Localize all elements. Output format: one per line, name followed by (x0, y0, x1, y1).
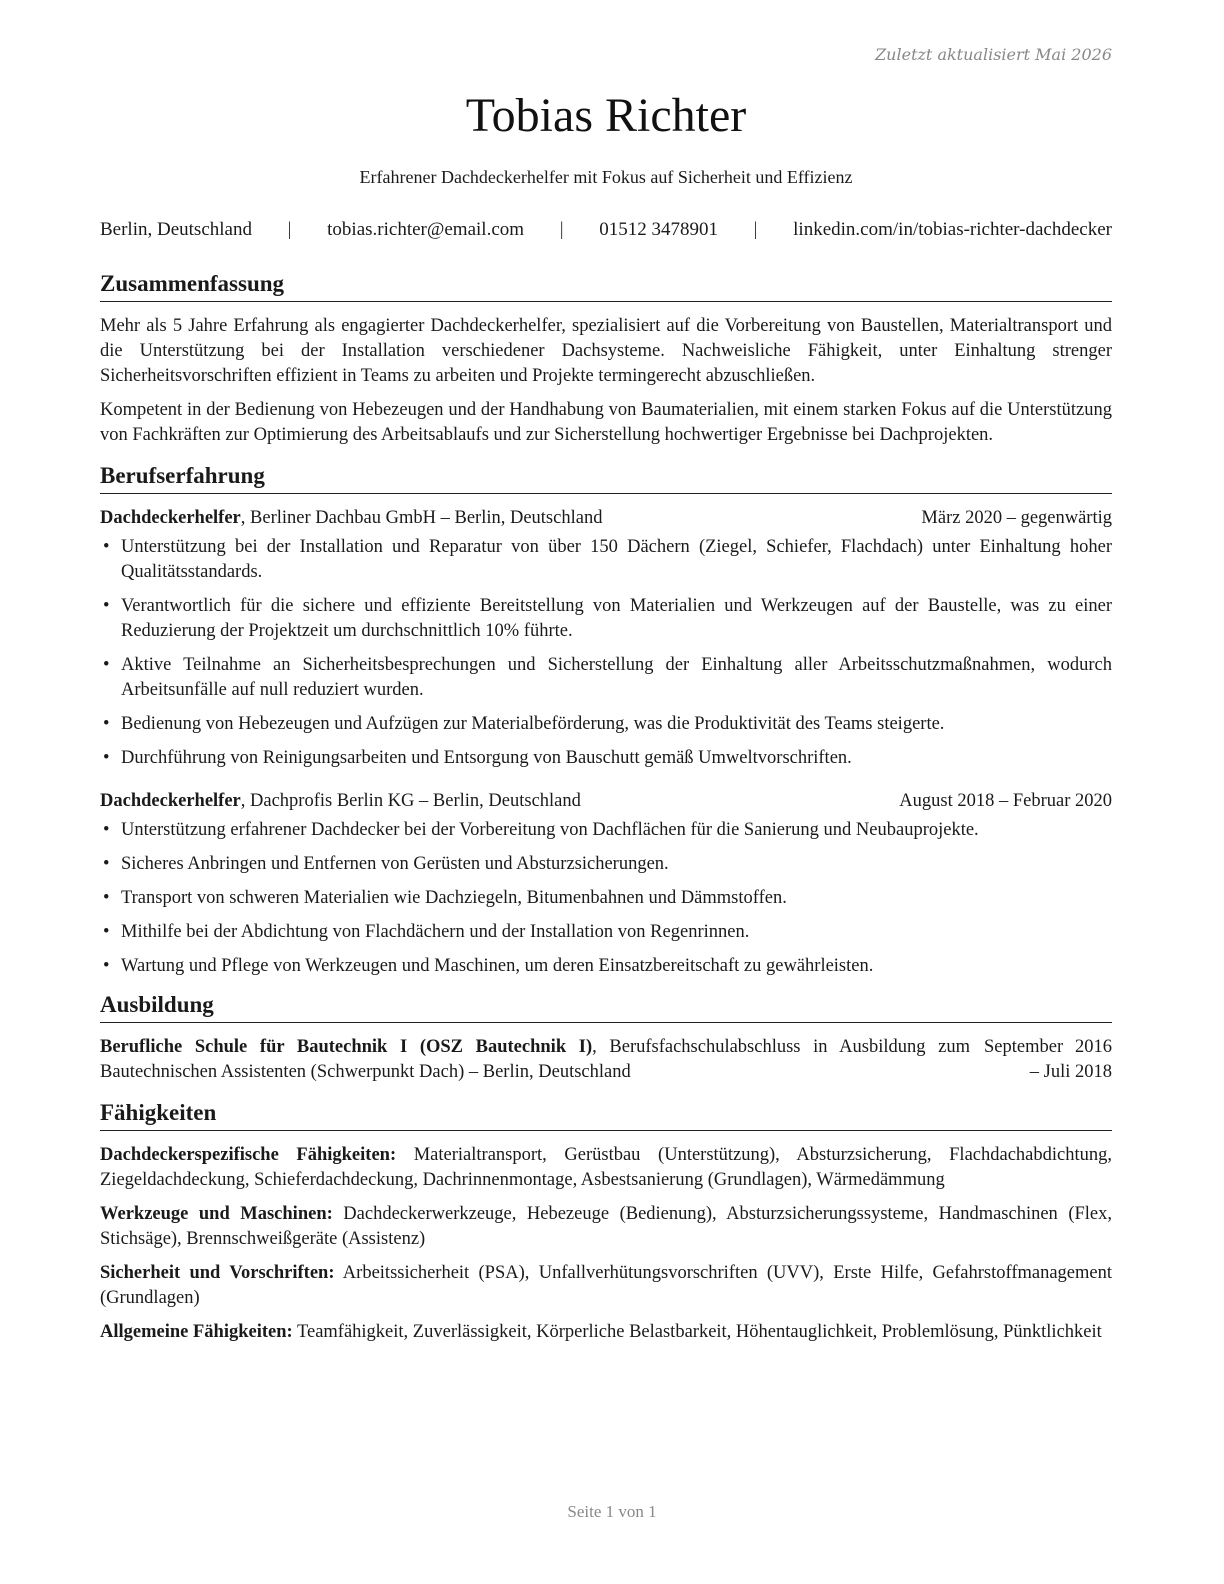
bullet-text: Aktive Teilnahme an Sicherheitsbesprechungen und Sicherstellung der Einhaltung aller Arbeitsschutzmaßnahmen, wodurch Arbeitsunfälle auf null reduziert wurden. (121, 655, 1112, 700)
bullet-text: Sicheres Anbringen und Entfernen von Gerüsten und Absturzsicherungen. (121, 854, 669, 874)
resume-body (100, 270, 1112, 1354)
job-title-line (100, 789, 872, 814)
skill-group (100, 1320, 1112, 1345)
contact-phone: 01512 3478901 (599, 219, 718, 240)
candidate-tagline: Erfahrener Dachdeckerhelfer mit Fokus auf Sicherheit und Effizienz (359, 167, 853, 187)
contact-linkedin[interactable]: linkedin.com/in/tobias-richter-dachdecker (793, 219, 1112, 240)
bullet-text: Unterstützung bei der Installation und Reparatur von über 150 Dächern (Ziegel, Schiefer, Flachdach) unter Einhaltung hoher Qualitätsstandards. (121, 537, 1112, 582)
summary-paragraph: Mehr als 5 Jahre Erfahrung als engagierter Dachdeckerhelfer, spezialisiert auf die Vorbereitung von Baustellen, Materialtransport und die Unterstützung bei der Installation verschiedener Dachsysteme. Nachweisliche Fähigkeit, unter Einhaltung strenger Sicherheitsvorschriften effizient in Teams zu arbeiten und Projekte termingerecht abzuschließen. (100, 316, 1112, 386)
bullet-text: Wartung und Pflege von Werkzeugen und Maschinen, um deren Einsatzbereitschaft zu gewährleisten. (121, 956, 874, 976)
job-header (100, 789, 1112, 814)
education-entry (100, 1035, 1112, 1085)
skill-text: Arbeitssicherheit (PSA), Unfallverhütungsvorschriften (UVV), Erste Hilfe, Gefahrstoffmanagement (Grundlagen) (100, 1263, 1112, 1308)
job-title-line (100, 506, 921, 531)
page-number: Seite 1 von 1 (567, 1502, 657, 1521)
job-dates: August 2018 – Februar 2020 (899, 791, 1112, 811)
education-details: , Berufsfachschulabschluss in Ausbildung zum Bautechnischen Assistenten (Schwerpunkt Dach) – Berlin, Deutschland (100, 1037, 970, 1082)
job-entry (100, 506, 1112, 771)
summary-paragraph: Kompetent in der Bedienung von Hebezeugen und der Handhabung von Baumaterialien, mit einem starken Fokus auf die Unterstützung von Fachkräften zur Optimierung des Arbeitsablaufs und zur Sicherstellung hochwertiger Ergebnisse bei Dachprojekten. (100, 400, 1112, 445)
skill-group (100, 1261, 1112, 1311)
bullet-text: Bedienung von Hebezeugen und Aufzügen zur Materialbeförderung, was die Produktivität des Teams steigerte. (121, 714, 945, 734)
job-role: Dachdeckerhelfer (100, 508, 241, 528)
contact-email[interactable]: tobias.richter@email.com (327, 219, 525, 240)
contact-line (100, 219, 1112, 241)
list-item (100, 818, 1112, 843)
contact-separator: | (287, 219, 292, 240)
education-school: Berufliche Schule für Bautechnik I (OSZ Bautechnik I) (100, 1037, 593, 1057)
bullet-icon: • (103, 888, 110, 908)
job-header (100, 506, 1112, 531)
section-title-education: Ausbildung (100, 991, 1112, 1023)
job-entry (100, 789, 1112, 979)
job-role: Dachdeckerhelfer (100, 791, 241, 811)
job-bullets (100, 818, 1112, 979)
bullet-icon: • (103, 922, 110, 942)
skill-text: Teamfähigkeit, Zuverlässigkeit, Körperliche Belastbarkeit, Höhentauglichkeit, Problemlösung, Pünktlichkeit (292, 1322, 1102, 1342)
bullet-icon: • (103, 655, 110, 675)
job-employer: , Berliner Dachbau GmbH – Berlin, Deutschland (240, 508, 603, 528)
bullet-icon: • (103, 854, 110, 874)
job-bullets (100, 535, 1112, 771)
section-title-experience: Berufserfahrung (100, 462, 1112, 494)
skill-label: Werkzeuge und Maschinen: (100, 1204, 333, 1224)
job-employer: , Dachprofis Berlin KG – Berlin, Deutschland (240, 791, 581, 811)
section-title-skills: Fähigkeiten (100, 1099, 1112, 1131)
skill-text: Dachdeckerwerkzeuge, Hebezeuge (Bedienung), Absturzsicherungssysteme, Handmaschinen (Flex, Stichsäge), Brennschweißgeräte (Assistenz) (100, 1204, 1112, 1249)
bullet-text: Transport von schweren Materialien wie Dachziegeln, Bitumenbahnen und Dämmstoffen. (121, 888, 787, 908)
bullet-icon: • (103, 956, 110, 976)
section-title-summary: Zusammenfassung (100, 270, 1112, 302)
list-item (100, 746, 1112, 771)
education-dates: September 2016 – Juli 2018 (984, 1037, 1112, 1082)
education-text (100, 1035, 984, 1085)
contact-separator: | (753, 219, 758, 240)
contact-location: Berlin, Deutschland (100, 219, 252, 240)
list-item (100, 852, 1112, 877)
list-item (100, 886, 1112, 911)
list-item (100, 954, 1112, 979)
skill-group (100, 1143, 1112, 1193)
skill-group (100, 1202, 1112, 1252)
last-updated-note: Zuletzt aktualisiert Mai 2026 (875, 45, 1112, 64)
skill-text: Materialtransport, Gerüstbau (Unterstützung), Absturzsicherung, Flachdachabdichtung, Ziegeldachdeckung, Schieferdachdeckung, Dachrinnenmontage, Asbestsanierung (Grundlagen), Wärmedämmung (100, 1145, 1112, 1190)
bullet-icon: • (103, 748, 110, 768)
job-dates: März 2020 – gegenwärtig (921, 508, 1112, 528)
list-item (100, 920, 1112, 945)
list-item (100, 594, 1112, 644)
list-item (100, 653, 1112, 703)
list-item (100, 535, 1112, 585)
candidate-name: Tobias Richter (465, 89, 747, 142)
bullet-text: Verantwortlich für die sichere und effiziente Bereitstellung von Materialien und Werkzeugen auf der Baustelle, was zu einer Reduzierung der Projektzeit um durchschnittlich 10% führte. (121, 596, 1112, 641)
bullet-icon: • (103, 820, 110, 840)
contact-separator: | (559, 219, 564, 240)
skill-label: Allgemeine Fähigkeiten: (100, 1322, 293, 1342)
bullet-text: Unterstützung erfahrener Dachdecker bei der Vorbereitung von Dachflächen für die Sanierung und Neubauprojekte. (121, 820, 979, 840)
bullet-icon: • (103, 714, 110, 734)
bullet-text: Durchführung von Reinigungsarbeiten und Entsorgung von Bauschutt gemäß Umweltvorschriften. (121, 748, 852, 768)
bullet-text: Mithilfe bei der Abdichtung von Flachdächern und der Installation von Regenrinnen. (121, 922, 750, 942)
bullet-icon: • (103, 596, 110, 616)
skill-label: Dachdeckerspezifische Fähigkeiten: (100, 1145, 397, 1165)
list-item (100, 712, 1112, 737)
bullet-icon: • (103, 537, 110, 557)
skill-label: Sicherheit und Vorschriften: (100, 1263, 335, 1283)
